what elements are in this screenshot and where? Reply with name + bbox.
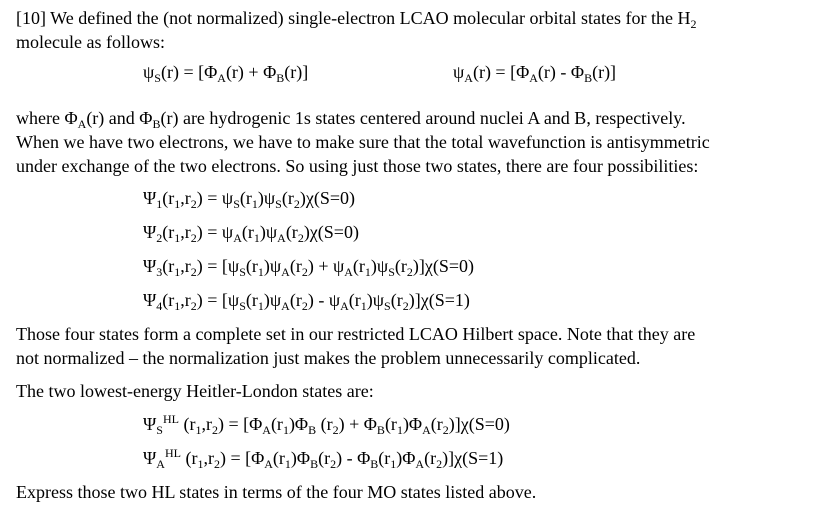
complete-line-1: Those four states form a complete set in our restricted LCAO Hilbert space. Note that they are bbox=[16, 324, 696, 344]
mo-state-1: $\Psi_1(r_1,r_2) = \psi_S(r_1)\psi_S(r_2)\chi(S=0)$ bbox=[143, 188, 355, 211]
hl-intro: The two lowest-energy Heitler-London states are: bbox=[16, 381, 374, 401]
task-line: Express those two HL states in terms of the four MO states listed above. bbox=[16, 482, 537, 502]
psi-s-definition: $\psi_S(r) = [\Phi_A(r) + \Phi_B(r)]$ bbox=[143, 62, 309, 85]
complete-line-2: not normalized – the normalization just makes the problem unnecessarily complicated. bbox=[16, 348, 641, 368]
hl-state-a: $\Psi_A^{HL}$ $(r_1,r_2) = [\Phi_A(r_1)\Phi_B(r_2) - \Phi_B(r_1)\Phi_A(r_2)]\chi(S=1)$ bbox=[143, 446, 504, 471]
hl-state-s: $\Psi_S^{HL}$ $(r_1,r_2) = [\Phi_A(r_1)\Phi_B$ $(r_2) + \Phi_B(r_1)\Phi_A(r_2)]\chi(S=0)$ bbox=[143, 412, 510, 437]
mo-state-2: $\Psi_2(r_1,r_2) = \psi_A(r_1)\psi_A(r_2)\chi(S=0)$ bbox=[143, 222, 359, 245]
mo-state-3: $\Psi_3(r_1,r_2) = [\psi_S(r_1)\psi_A(r_2) + \psi_A(r_1)\psi_S(r_2)]\chi(S=0)$ bbox=[143, 256, 475, 279]
psi-a-definition: $\psi_A(r) = [\Phi_A(r) - \Phi_B(r)]$ bbox=[453, 62, 617, 85]
mo-state-4: $\Psi_4(r_1,r_2) = [\psi_S(r_1)\psi_A(r_2) - \psi_A(r_1)\psi_S(r_2)]\chi(S=1)$ bbox=[143, 290, 470, 313]
intro-line-2: molecule as follows: bbox=[16, 32, 165, 52]
where-line-1: where $\Phi_A(r)$ and $\Phi_B(r)$ are hydrogenic 1s states centered around nuclei A and B, respectively. bbox=[16, 108, 686, 131]
intro-line-1: [10] We defined the (not normalized) single-electron LCAO molecular orbital states for the $H_2$ bbox=[16, 8, 697, 31]
where-line-2: When we have two electrons, we have to make sure that the total wavefunction is antisymmetric bbox=[16, 132, 710, 152]
where-line-3: under exchange of the two electrons. So using just those two states, there are four possibilities: bbox=[16, 156, 699, 176]
